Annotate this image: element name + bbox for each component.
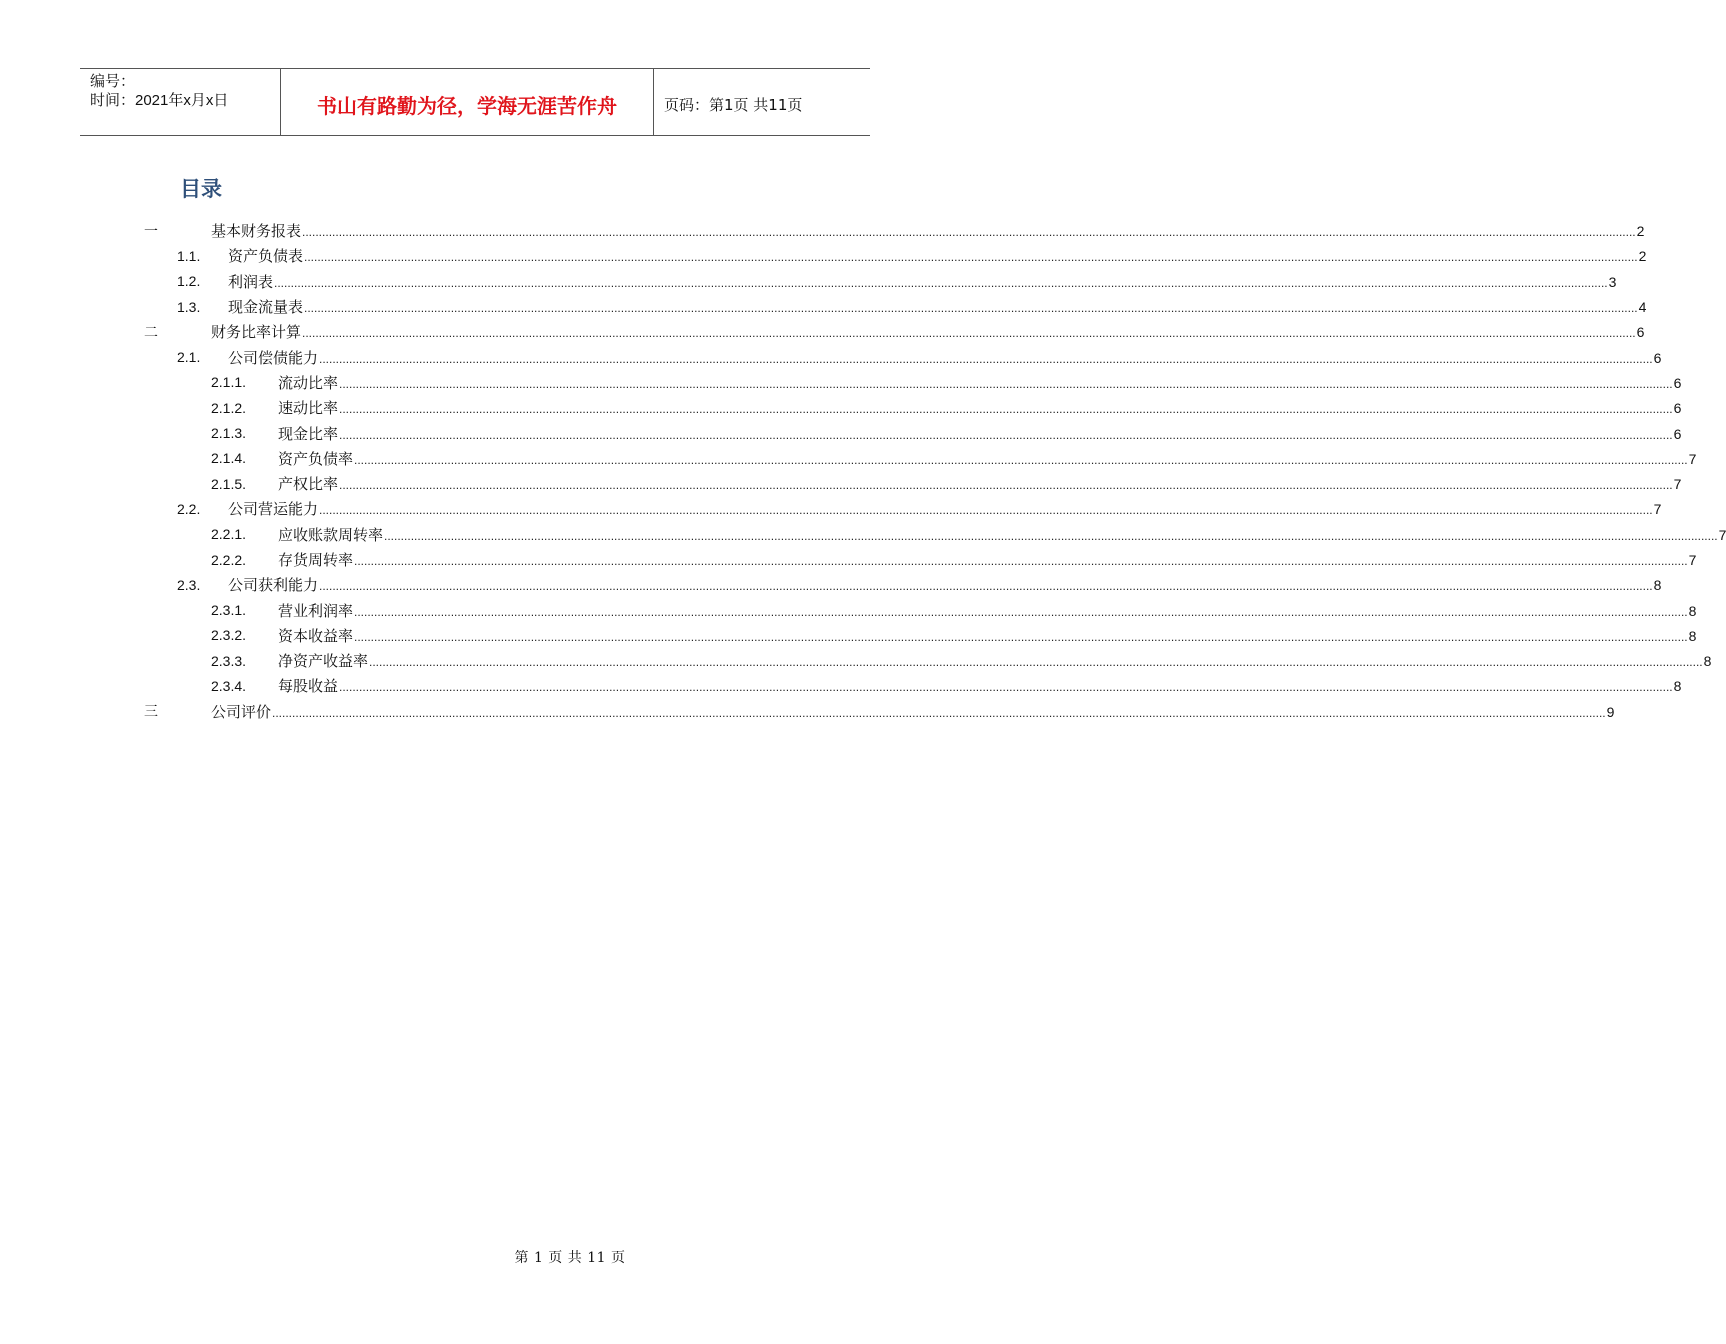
toc-leader-dots: ................................................................................................................................................................................................................................................................................................................................................................................................................ — [354, 554, 1688, 568]
toc-entry-page: 8 — [1703, 653, 1712, 670]
toc-entry-label: 利润表 — [228, 272, 274, 291]
toc-entry-label: 资产负债表 — [228, 247, 304, 266]
toc-entry-number: 2.3.3. — [211, 652, 247, 669]
toc-entry-page: 9 — [1606, 703, 1615, 720]
toc-entry-label: 公司评价 — [211, 702, 272, 721]
toc-entry[interactable] — [144, 243, 1647, 268]
page-header — [80, 68, 870, 136]
toc-entry-page: 3 — [1608, 273, 1617, 290]
toc-entry-page: 6 — [1636, 324, 1645, 341]
toc-entry-label: 存货周转率 — [278, 551, 354, 569]
toc-leader-dots: ................................................................................................................................................................................................................................................................................................................................................................................................................ — [339, 478, 1673, 493]
toc-entry-number: 2.3.2. — [211, 627, 247, 644]
toc-leader-dots: ................................................................................................................................................................................................................................................................................................................................................................................................................ — [274, 275, 1608, 290]
toc-entry[interactable] — [144, 699, 1615, 724]
toc-leader-dots: ................................................................................................................................................................................................................................................................................................................................................................................................................ — [339, 376, 1673, 391]
toc-entry-label: 应收账款周转率 — [278, 525, 384, 544]
toc-entry-number: 2.3.4. — [211, 677, 247, 694]
toc-entry-page: 7 — [1653, 501, 1662, 518]
toc-entry-number: 1.3. — [177, 298, 201, 315]
toc-entry-label: 公司营运能力 — [228, 500, 319, 519]
toc-leader-dots: ................................................................................................................................................................................................................................................................................................................................................................................................................ — [302, 326, 1636, 341]
toc-entry-number: 2.3.1. — [211, 602, 247, 619]
header-motto: 书山有路勤为径，学海无涯苦作舟 — [281, 69, 654, 135]
toc-entry[interactable] — [144, 420, 1682, 445]
toc-leader-dots: ................................................................................................................................................................................................................................................................................................................................................................................................................ — [354, 452, 1688, 467]
toc-entry-number: 二 — [144, 323, 158, 340]
toc-leader-dots: ................................................................................................................................................................................................................................................................................................................................................................................................................ — [339, 402, 1673, 417]
table-of-contents — [144, 218, 1726, 724]
toc-entry-number: 2.1.1. — [211, 374, 247, 391]
toc-entry-page: 8 — [1673, 678, 1682, 695]
toc-entry-number: 2.2.2. — [211, 551, 247, 568]
toc-entry[interactable] — [144, 370, 1682, 395]
toc-entry-page: 6 — [1653, 349, 1662, 366]
toc-leader-dots: ................................................................................................................................................................................................................................................................................................................................................................................................................ — [304, 301, 1638, 316]
toc-entry-label: 财务比率计算 — [211, 323, 302, 342]
toc-leader-dots: ................................................................................................................................................................................................................................................................................................................................................................................................................ — [339, 427, 1673, 442]
toc-entry-page: 6 — [1673, 374, 1682, 391]
toc-entry-label: 资本收益率 — [278, 626, 354, 645]
toc-entry-page: 4 — [1638, 299, 1647, 316]
serial-label: 编号： — [90, 73, 136, 90]
toc-leader-dots: ................................................................................................................................................................................................................................................................................................................................................................................................................ — [354, 604, 1688, 619]
toc-entry-number: 2.1.5. — [211, 475, 247, 492]
toc-entry[interactable] — [144, 623, 1697, 648]
toc-entry-label: 速动比率 — [278, 399, 339, 418]
toc-entry-label: 净资产收益率 — [278, 652, 369, 671]
toc-leader-dots: ................................................................................................................................................................................................................................................................................................................................................................................................................ — [339, 680, 1673, 695]
toc-entry-page: 6 — [1673, 425, 1682, 442]
toc-entry-number: 2.1.4. — [211, 450, 247, 467]
toc-leader-dots: ................................................................................................................................................................................................................................................................................................................................................................................................................ — [319, 351, 1653, 366]
toc-entry-number: 2.2. — [177, 500, 201, 517]
date-label: 时间：2021年x月x日 — [90, 92, 229, 109]
toc-entry-label: 产权比率 — [278, 475, 339, 494]
page-footer — [0, 1247, 950, 1267]
toc-entry-page: 6 — [1673, 400, 1682, 417]
toc-entry-number: 一 — [144, 222, 158, 239]
toc-leader-dots: ................................................................................................................................................................................................................................................................................................................................................................................................................ — [302, 225, 1636, 240]
toc-entry-page: 8 — [1688, 602, 1697, 619]
toc-entry[interactable] — [144, 572, 1662, 597]
toc-entry-label: 公司偿债能力 — [228, 348, 319, 367]
toc-entry-page: 8 — [1653, 577, 1662, 594]
toc-leader-dots: ................................................................................................................................................................................................................................................................................................................................................................................................................ — [369, 655, 1703, 670]
toc-leader-dots: ................................................................................................................................................................................................................................................................................................................................................................................................................ — [354, 629, 1688, 644]
toc-entry-label: 公司获利能力 — [228, 576, 319, 595]
toc-entry[interactable] — [144, 522, 1726, 547]
toc-leader-dots: ................................................................................................................................................................................................................................................................................................................................................................................................................ — [272, 705, 1606, 720]
toc-entry-label: 现金流量表 — [228, 298, 304, 317]
toc-entry-label: 流动比率 — [278, 373, 339, 392]
toc-entry-page: 8 — [1688, 627, 1697, 644]
toc-entry[interactable] — [144, 269, 1617, 294]
toc-entry[interactable] — [144, 395, 1682, 420]
toc-entry-number: 2.1.2. — [211, 399, 247, 416]
toc-entry[interactable] — [144, 496, 1662, 521]
toc-entry-number: 2.1.3. — [211, 425, 247, 442]
header-page-info: 页码：第1页 共11页 — [664, 95, 803, 114]
toc-entry-page: 2 — [1636, 223, 1645, 240]
toc-entry-label: 基本财务报表 — [211, 222, 302, 241]
toc-entry-number: 2.2.1. — [211, 526, 247, 543]
toc-leader-dots: ................................................................................................................................................................................................................................................................................................................................................................................................................ — [319, 579, 1653, 594]
toc-entry-label: 营业利润率 — [278, 601, 354, 620]
toc-entry-label: 资产负债率 — [278, 449, 354, 468]
toc-entry-number: 2.3. — [177, 576, 201, 593]
toc-leader-dots: ................................................................................................................................................................................................................................................................................................................................................................................................................ — [384, 528, 1718, 543]
toc-title: 目录 — [180, 177, 222, 201]
toc-entry-number: 1.2. — [177, 273, 201, 290]
toc-entry-page: 7 — [1688, 552, 1697, 568]
toc-entry-page: 7 — [1688, 450, 1697, 467]
toc-entry-label: 每股收益 — [278, 677, 339, 696]
toc-entry[interactable] — [144, 673, 1682, 698]
toc-entry[interactable] — [144, 471, 1682, 496]
toc-entry-label: 现金比率 — [278, 424, 339, 443]
toc-entry-page: 2 — [1638, 248, 1647, 265]
toc-entry[interactable] — [144, 344, 1662, 369]
toc-entry[interactable] — [144, 547, 1697, 572]
toc-entry[interactable] — [144, 319, 1645, 344]
toc-entry[interactable] — [144, 648, 1712, 673]
footer-page-number: 第 1 页 共 11 页 — [514, 1250, 626, 1266]
header-meta — [80, 69, 281, 135]
toc-entry-number: 1.1. — [177, 247, 201, 264]
toc-entry-page: 7 — [1718, 526, 1726, 543]
toc-entry[interactable] — [144, 218, 1645, 243]
toc-entry-number: 三 — [144, 703, 158, 720]
toc-entry-page: 7 — [1673, 476, 1682, 493]
toc-entry-number: 2.1. — [177, 349, 201, 366]
toc-entry[interactable] — [144, 294, 1647, 319]
toc-leader-dots: ................................................................................................................................................................................................................................................................................................................................................................................................................ — [319, 503, 1653, 518]
toc-entry[interactable] — [144, 446, 1697, 471]
toc-entry[interactable] — [144, 597, 1697, 622]
toc-leader-dots: ................................................................................................................................................................................................................................................................................................................................................................................................................ — [304, 250, 1638, 265]
